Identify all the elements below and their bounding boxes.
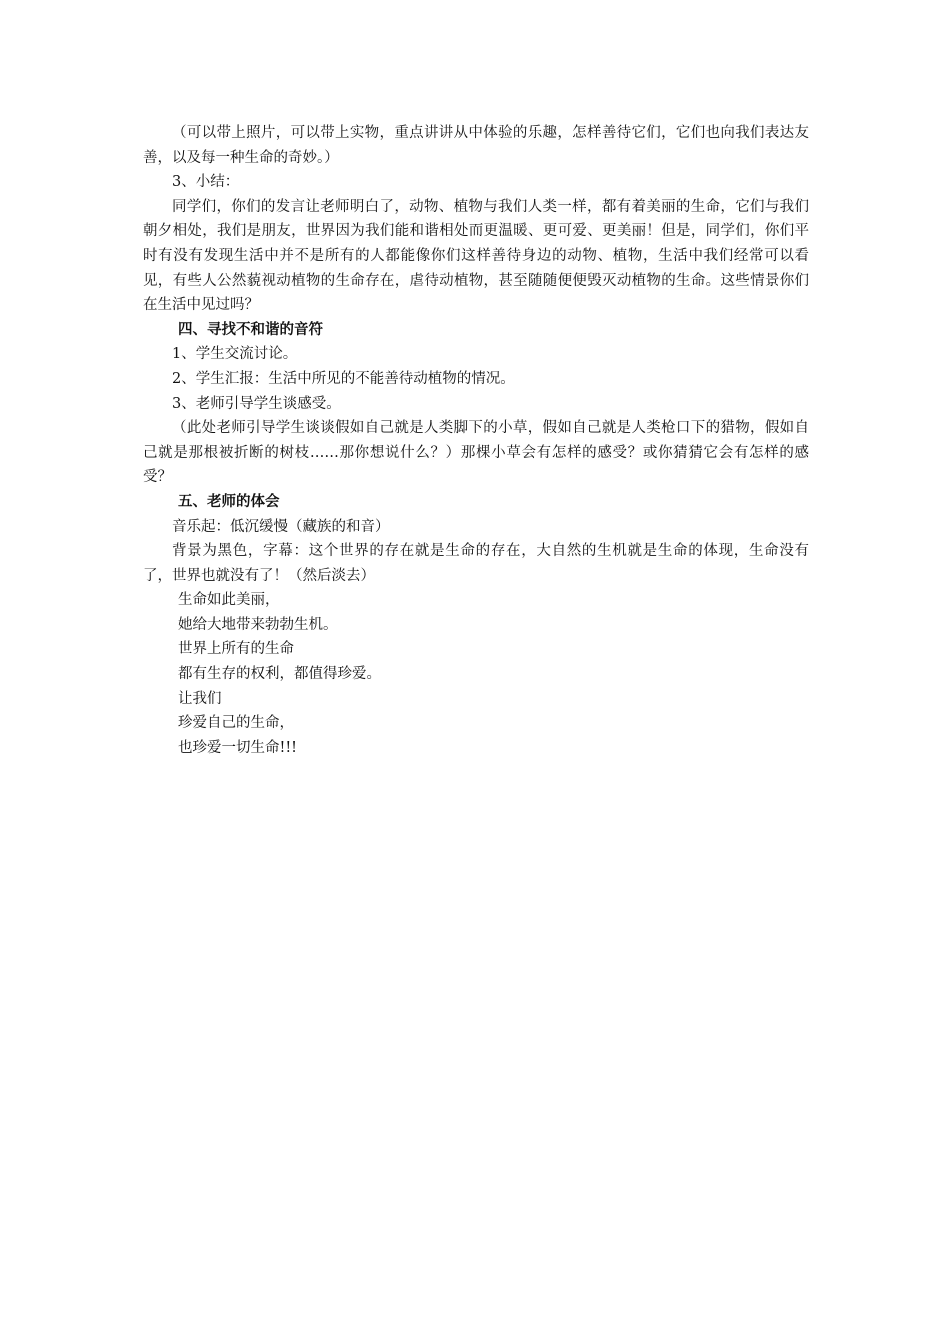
paragraph-summary-text: 同学们，你们的发言让老师明白了，动物、植物与我们人类一样，都有着美丽的生命，它们与我们朝夕相处，我们是朋友，世界因为我们能和谐相处而更温暖、更可爱、更美丽！但是，同学们，你们平时有没有发现生活中并不是所有的人都能像你们这样善待身边的动物、植物，生活中我们经常可以看见，有些人公然藐视动植物的生命存在，虐待动植物，甚至随随便便毁灭动植物的生命。这些情景你们在生活中见过吗？ (143, 198, 809, 314)
section-heading-5: 五、老师的体会 (178, 492, 280, 510)
poem-line: 都有生存的权利，都值得珍爱。 (178, 666, 381, 683)
document-body (143, 121, 809, 760)
poem-line: 让我们 (178, 690, 222, 707)
paragraph-step-1: 1、学生交流讨论。 (172, 346, 298, 363)
poem-line: 珍爱自己的生命， (178, 715, 294, 732)
section-heading-4: 四、寻找不和谐的音符 (178, 320, 323, 338)
poem-block (143, 588, 809, 760)
paragraph-teacher-guidance: （此处老师引导学生谈谈假如自己就是人类脚下的小草，假如自己就是人类枪口下的猎物，假如自己就是那根被折断的树枝……那你想说什么？）那棵小草会有怎样的感受？或你猜猜它会有怎样的感受？ (143, 420, 809, 486)
paragraph-background: 背景为黑色，字幕：这个世界的存在就是生命的存在，大自然的生机就是生命的体现，生命没有了，世界也就没有了！（然后淡去） (143, 543, 809, 584)
paragraph-music: 音乐起：低沉缓慢（藏族的和音） (172, 518, 390, 535)
poem-line: 也珍爱一切生命!!! (178, 739, 297, 756)
paragraph-intro-note: （可以带上照片，可以带上实物，重点讲讲从中体验的乐趣，怎样善待它们，它们也向我们表达友善，以及每一种生命的奇妙。） (143, 125, 809, 166)
poem-line: 世界上所有的生命 (178, 641, 294, 658)
poem-line: 生命如此美丽， (178, 592, 280, 609)
paragraph-step-2: 2、学生汇报：生活中所见的不能善待动植物的情况。 (172, 370, 515, 387)
poem-line: 她给大地带来勃勃生机。 (178, 616, 338, 633)
paragraph-step-3: 3、老师引导学生谈感受。 (172, 395, 341, 412)
paragraph-summary-label: 3、小结： (172, 174, 240, 191)
